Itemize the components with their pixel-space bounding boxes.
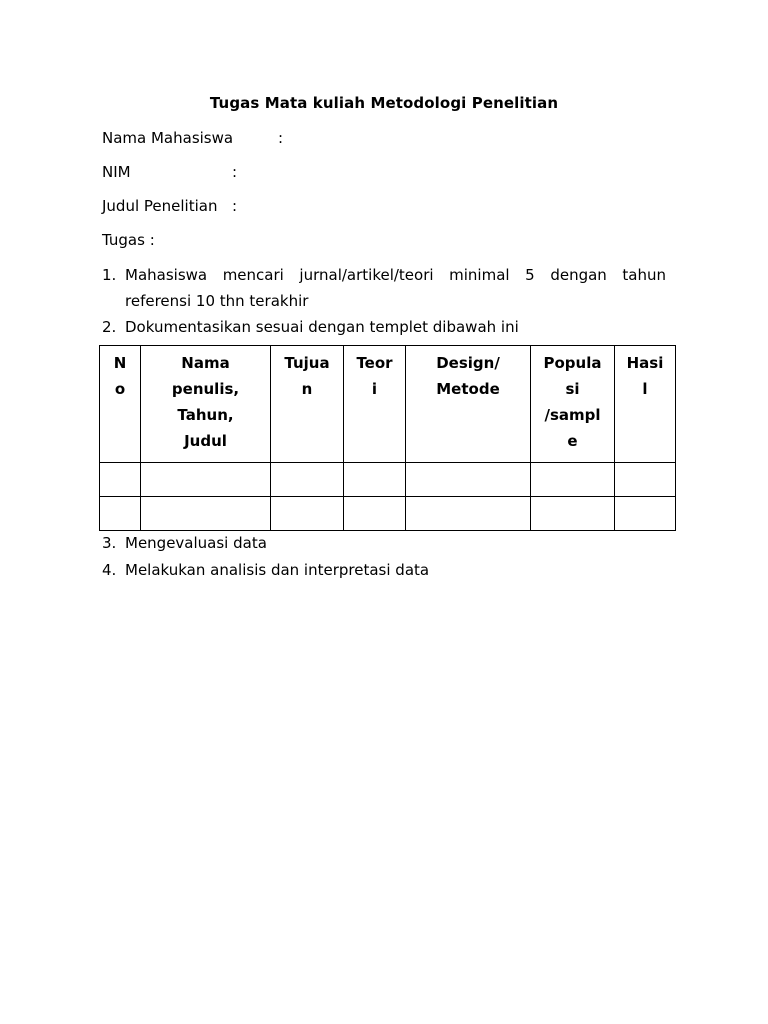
table-cell [344,463,406,497]
task-text: Dokumentasikan sesuai dengan templet dibawah ini [125,318,519,336]
header-no: N o [100,346,141,463]
header-hasil: Hasi l [615,346,676,463]
table-header-row [100,346,676,463]
task-text-continued: referensi 10 thn terakhir [125,292,309,310]
table-cell [531,497,615,531]
table-cell [141,497,271,531]
header-tujuan: Tujua n [271,346,344,463]
table-cell [100,463,141,497]
judul-penelitian-colon: : [232,197,238,215]
header-nama-penulis-tahun-judul: Nama penulis, Tahun, Judul [141,346,271,463]
table-cell [271,497,344,531]
table-cell [100,497,141,531]
table-cell [531,463,615,497]
table-cell [615,463,676,497]
task-text: Mahasiswa mencari jurnal/artikel/teori minimal 5 dengan tahun [125,266,666,284]
table-row [100,463,676,497]
nim-colon: : [232,163,238,181]
task-number: 4. [102,561,117,579]
table-cell [406,497,531,531]
table-cell [615,497,676,531]
table-cell [141,463,271,497]
task-number: 3. [102,534,117,552]
nama-mahasiswa-colon: : [278,129,284,147]
document-title: Tugas Mata kuliah Metodologi Penelitian [209,94,559,112]
task-number: 1. [102,266,117,284]
nim-label: NIM [102,163,131,181]
task-number: 2. [102,318,117,336]
header-populasi-sample: Popula si /sampl e [531,346,615,463]
tugas-label: Tugas : [102,231,155,249]
table-cell [344,497,406,531]
table-cell [271,463,344,497]
header-design-metode: Design/ Metode [406,346,531,463]
task-text: Mengevaluasi data [125,534,267,552]
table-row [100,497,676,531]
task-text: Melakukan analisis dan interpretasi data [125,561,430,579]
header-teori: Teor i [344,346,406,463]
documentation-template-table [99,345,676,531]
table-cell [406,463,531,497]
nama-mahasiswa-label: Nama Mahasiswa [102,129,234,147]
judul-penelitian-label: Judul Penelitian [102,197,218,215]
